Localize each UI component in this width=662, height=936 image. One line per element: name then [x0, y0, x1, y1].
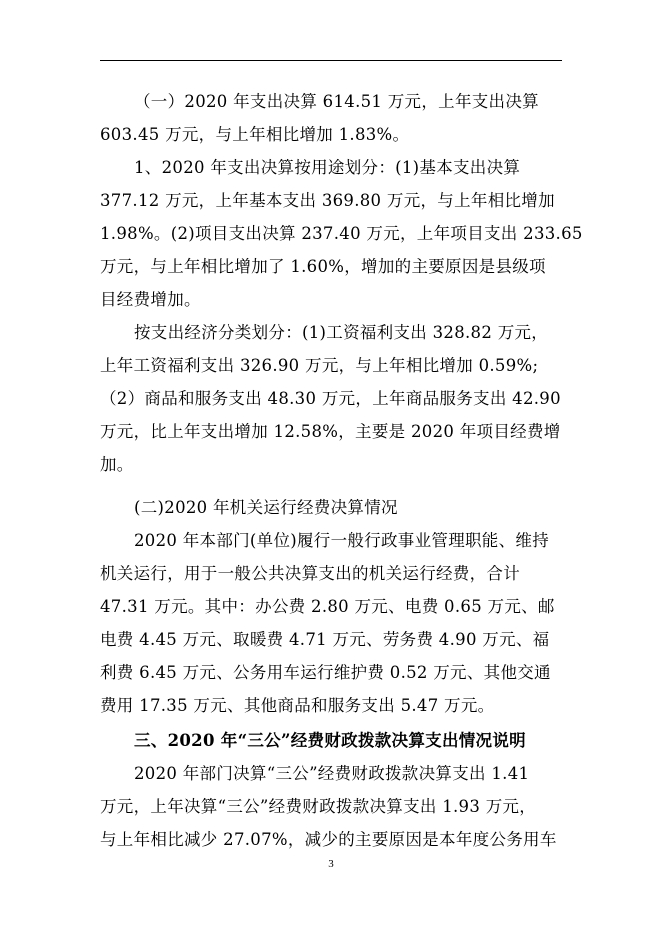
paragraph-line: 机关运行，用于一般公共决算支出的机关运行经费，合计 — [100, 564, 520, 583]
paragraph-line: 加。 — [100, 455, 134, 474]
paragraph-line: 目经费增加。 — [100, 290, 201, 309]
paragraph-line: 377.12 万元，上年基本支出 369.80 万元，与上年相比增加 — [100, 191, 555, 210]
paragraph-line: 1.98%。(2)项目支出决算 237.40 万元，上年项目支出 233.65 — [100, 224, 583, 243]
paragraph-line: 万元，与上年相比增加了 1.60%，增加的主要原因是县级项 — [100, 257, 546, 276]
paragraph-line: 万元，比上年支出增加 12.58%，主要是 2020 年项目经费增 — [100, 422, 561, 441]
page-number: 3 — [328, 858, 334, 870]
paragraph-line: （一）2020 年支出决算 614.51 万元，上年支出决算 — [134, 92, 539, 111]
header-rule — [100, 60, 562, 61]
paragraph-line: 上年工资福利支出 326.90 万元，与上年相比增加 0.59%; — [100, 356, 539, 375]
paragraph-line: 费用 17.35 万元、其他商品和服务支出 5.47 万元。 — [100, 696, 495, 715]
paragraph-line: 2020 年部门决算“三公”经费财政拨款决算支出 1.41 — [134, 764, 530, 783]
section-heading: 三、2020 年“三公”经费财政拨款决算支出情况说明 — [134, 731, 526, 750]
paragraph-line: 2020 年本部门(单位)履行一般行政事业管理职能、维持 — [134, 531, 550, 550]
paragraph-line: 电费 4.45 万元、取暖费 4.71 万元、劳务费 4.90 万元、福 — [100, 630, 550, 649]
paragraph-line: 与上年相比减少 27.07%，减少的主要原因是本年度公务用车 — [100, 830, 557, 849]
paragraph-line: 47.31 万元。其中：办公费 2.80 万元、电费 0.65 万元、邮 — [100, 597, 555, 616]
paragraph-line: 万元，上年决算“三公”经费财政拨款决算支出 1.93 万元， — [100, 797, 537, 816]
paragraph-line: （2）商品和服务支出 48.30 万元，上年商品服务支出 42.90 — [100, 389, 561, 408]
paragraph-line: 按支出经济分类划分：(1)工资福利支出 328.82 万元， — [134, 323, 549, 342]
paragraph-line: 1、2020 年支出决算按用途划分：(1)基本支出决算 — [134, 158, 521, 177]
section-heading: (二)2020 年机关运行经费决算情况 — [134, 498, 398, 517]
paragraph-line: 利费 6.45 万元、公务用车运行维护费 0.52 万元、其他交通 — [100, 663, 551, 682]
paragraph-line: 603.45 万元，与上年相比增加 1.83%。 — [100, 125, 410, 144]
